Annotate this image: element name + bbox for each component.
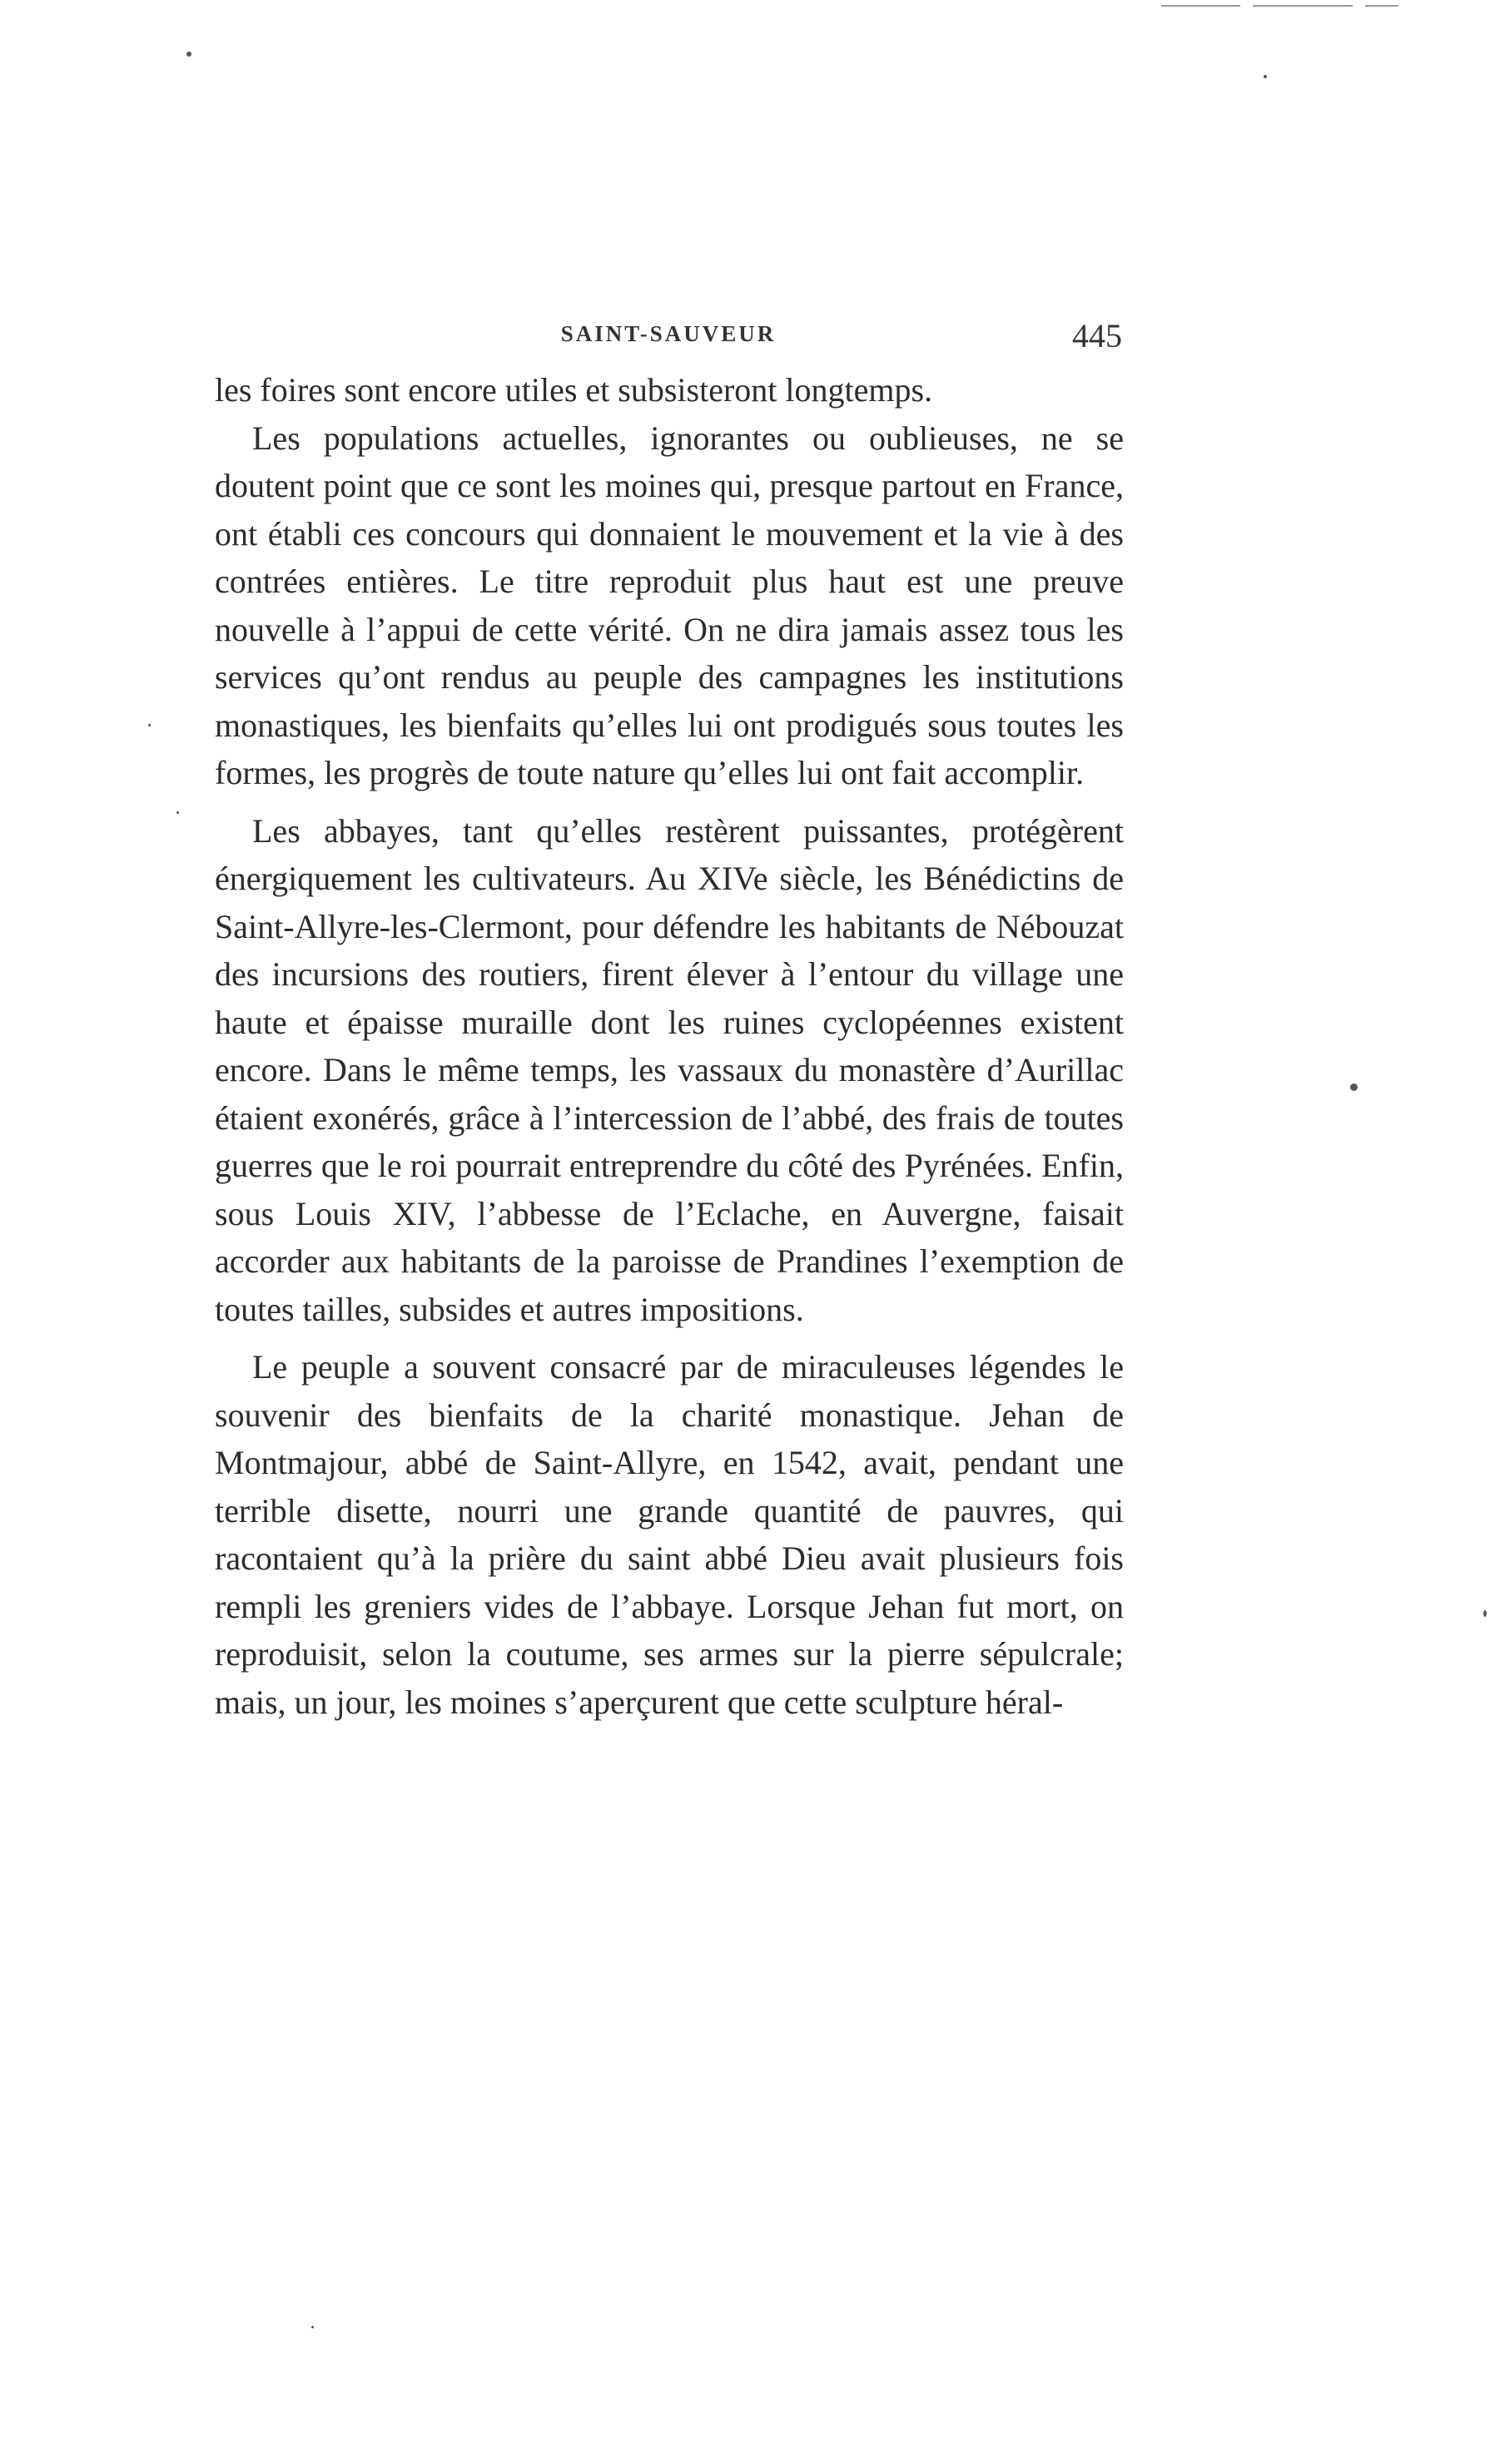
running-title: SAINT-SAUVEUR xyxy=(560,321,777,346)
top-edge-mark xyxy=(1253,5,1353,7)
paragraph: les foires sont encore utiles et subsisteront longtemps. xyxy=(215,371,933,409)
top-edge-mark xyxy=(1365,5,1398,7)
paper-speck xyxy=(176,811,179,814)
paper-speck xyxy=(1483,1610,1487,1617)
paragraph: Les abbayes, tant qu’elles restèrent puissantes, protégèrent énergiquement les cultivateurs. Au XIVe siècle, les Bénédictins de Saint-Allyre-les-Clermont, pour défendre les habitants de Nébouzat des incursions des routiers, firent élever à l’entour du village une haute et épaisse muraille dont les ruines cyclopéennes existent encore. Dans le même temps, les vassaux du monastère d’Aurillac étaient exonérés, grâce à l’intercession de l’abbé, des frais de toutes guerres que le roi pourrait entreprendre du côté des Pyrénées. Enfin, sous Louis XIV, l’abbesse de l’Eclache, en Auvergne, faisait accorder aux habitants de la paroisse de Prandines l’exemption de toutes tailles, subsides et autres impositions. xyxy=(215,811,1124,1328)
paper-speck xyxy=(186,52,191,57)
paper-speck xyxy=(1350,1083,1358,1091)
paragraph: Les populations actuelles, ignorantes ou oublieuses, ne se doutent point que ce sont les moines qui, presque partout en France, ont établi ces concours qui donnaient le mouvement et la vie à des contrées entières. Le titre reproduit plus haut est une preuve nouvelle à l’appui de cette vérité. On ne dira jamais assez tous les services qu’ont rendus au peuple des campagnes les institutions monastiques, les bienfaits qu’elles lui ont prodigués sous toutes les formes, les progrès de toute nature qu’elles lui ont fait accomplir. xyxy=(215,419,1124,791)
body-text xyxy=(215,366,1124,1726)
page-number: 445 xyxy=(1072,317,1122,354)
paragraph: Le peuple a souvent consacré par de miraculeuses légendes le souvenir des bienfaits de la charité monastique. Jehan de Montmajour, abbé de Saint-Allyre, en 1542, avait, pendant une terrible disette, nourri une grande quantité de pauvres, qui racontaient qu’à la prière du saint abbé Dieu avait plusieurs fois rempli les greniers vides de l’abbaye. Lorsque Jehan fut mort, on reproduisit, selon la coutume, ses armes sur la pierre sépulcrale; mais, un jour, les moines s’aperçurent que cette sculpture héral- xyxy=(215,1348,1124,1721)
paper-speck xyxy=(1264,75,1267,78)
paper-speck xyxy=(148,724,151,726)
paper-speck xyxy=(311,2326,314,2328)
page-header xyxy=(215,317,1122,363)
top-edge-mark xyxy=(1161,5,1240,7)
